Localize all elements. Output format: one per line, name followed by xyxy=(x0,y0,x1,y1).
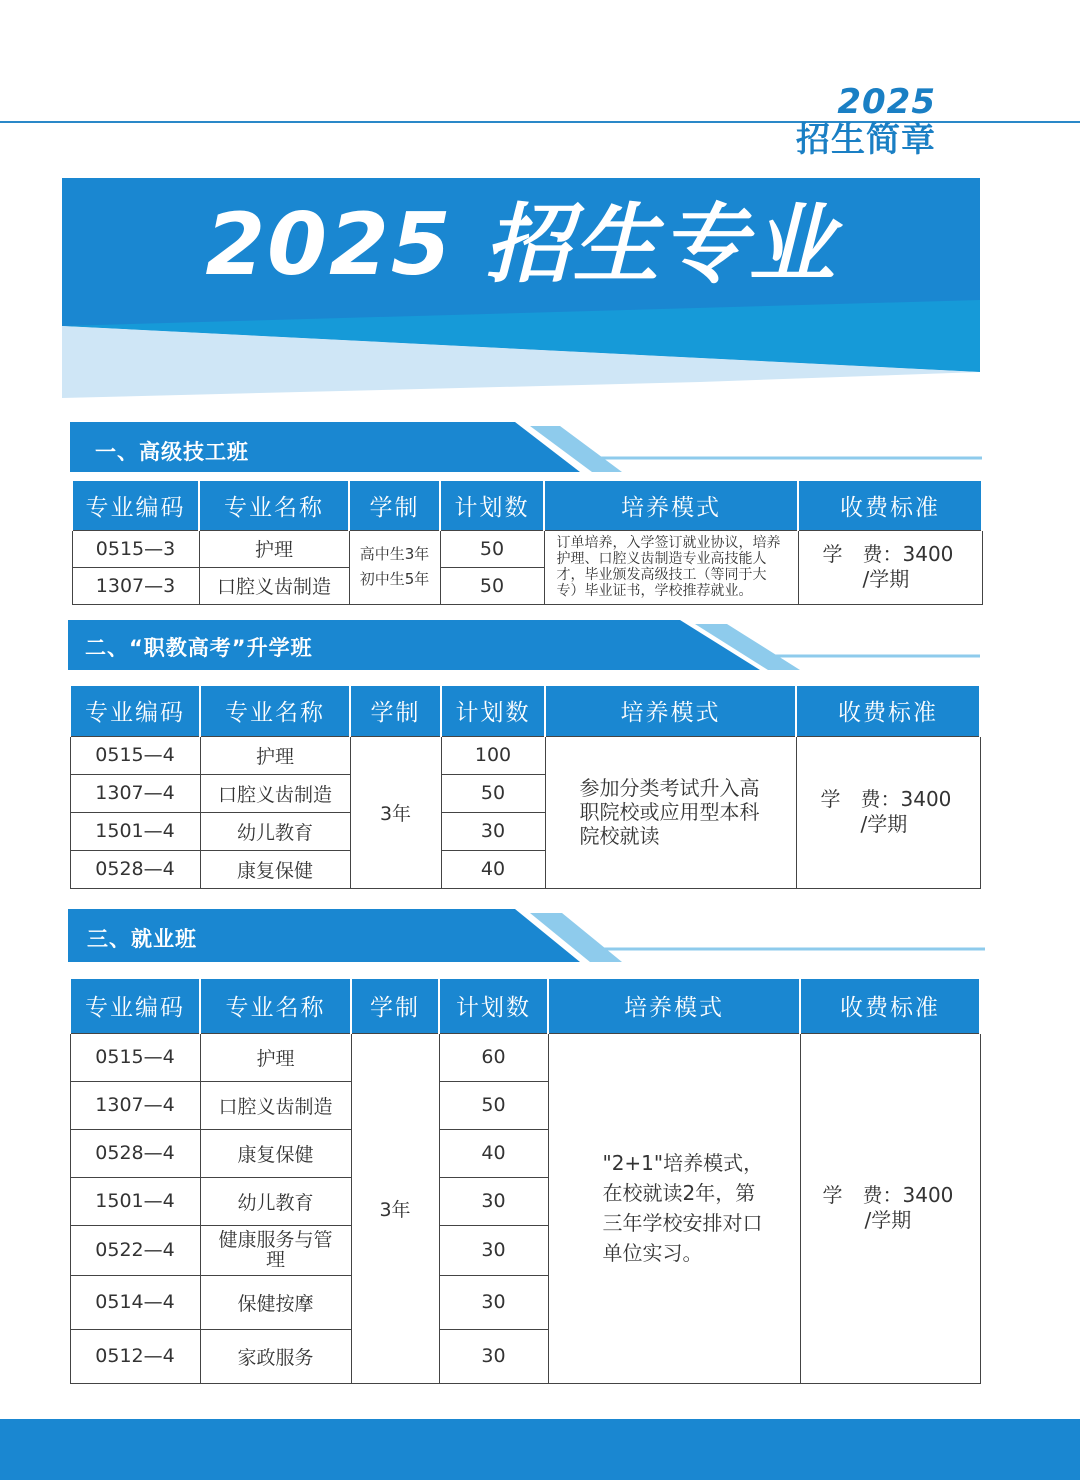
col-header-duration: 学制 xyxy=(349,481,440,530)
major-name: 护理 xyxy=(200,736,350,774)
major-name: 健康服务与管理 xyxy=(200,1225,351,1275)
plan-count: 40 xyxy=(441,850,545,888)
plan-count: 100 xyxy=(441,736,545,774)
major-code: 1501—4 xyxy=(70,812,200,850)
major-code: 1307—3 xyxy=(72,567,199,604)
fee-label: 学 费：3400 xyxy=(822,1183,954,1207)
major-name: 口腔义齿制造 xyxy=(200,1081,351,1129)
major-code: 1307—4 xyxy=(70,774,200,812)
plan-count: 50 xyxy=(441,774,545,812)
major-name: 家政服务 xyxy=(200,1329,351,1383)
duration-cell: 3年 xyxy=(351,1033,439,1383)
major-code: 0512—4 xyxy=(70,1329,200,1383)
col-header-plan: 计划数 xyxy=(440,481,544,530)
major-code: 0515—3 xyxy=(72,530,199,567)
fee-cell xyxy=(798,530,982,604)
major-name: 护理 xyxy=(200,1033,351,1081)
plan-count: 50 xyxy=(440,530,544,567)
section-2-title: 二、“职教高考”升学班 xyxy=(85,636,313,660)
col-header-duration: 学制 xyxy=(351,979,439,1033)
major-name: 保健按摩 xyxy=(200,1275,351,1329)
col-header-name: 专业名称 xyxy=(200,979,351,1033)
plan-count: 30 xyxy=(439,1225,548,1275)
fee-cell xyxy=(800,1033,980,1383)
fee-unit: /学期 xyxy=(862,567,910,591)
duration-cell xyxy=(349,530,440,604)
col-header-code: 专业编码 xyxy=(72,481,199,530)
brand-name: 招生简章 xyxy=(796,120,936,160)
col-header-fee: 收费标准 xyxy=(796,686,980,736)
col-header-name: 专业名称 xyxy=(200,686,350,736)
training-model: 订单培养，入学签订就业协议，培养护理、口腔义齿制造专业高技能人才，毕业颁发高级技工（等同于大专）毕业证书，学校推荐就业。 xyxy=(544,530,798,604)
major-code: 0522—4 xyxy=(70,1225,200,1275)
plan-count: 40 xyxy=(439,1129,548,1177)
plan-count: 60 xyxy=(439,1033,548,1081)
fee-label: 学 费：3400 xyxy=(820,787,952,811)
section-1-title: 一、高级技工班 xyxy=(95,440,249,464)
fee-unit: /学期 xyxy=(864,1208,912,1232)
duration-cell: 3年 xyxy=(350,736,441,888)
major-name: 幼儿教育 xyxy=(200,812,350,850)
plan-count: 30 xyxy=(439,1329,548,1383)
fee-unit: /学期 xyxy=(860,812,908,836)
duration-high: 高中生3年 xyxy=(359,545,430,563)
col-header-plan: 计划数 xyxy=(439,979,548,1033)
major-code: 0528—4 xyxy=(70,850,200,888)
plan-count: 30 xyxy=(439,1275,548,1329)
major-code: 0515—4 xyxy=(70,736,200,774)
major-code: 1307—4 xyxy=(70,1081,200,1129)
duration-middle: 初中生5年 xyxy=(359,570,430,588)
col-header-plan: 计划数 xyxy=(441,686,545,736)
brand-year: 2025 xyxy=(837,82,936,122)
col-header-model: 培养模式 xyxy=(548,979,800,1033)
training-model: "2+1"培养模式，在校就读2年，第三年学校安排对口单位实习。 xyxy=(548,1033,800,1383)
plan-count: 50 xyxy=(439,1081,548,1129)
col-header-fee: 收费标准 xyxy=(800,979,980,1033)
col-header-name: 专业名称 xyxy=(199,481,349,530)
fee-label: 学 费：3400 xyxy=(822,542,954,566)
major-name: 口腔义齿制造 xyxy=(200,774,350,812)
col-header-code: 专业编码 xyxy=(70,979,200,1033)
training-model: 参加分类考试升入高职院校或应用型本科院校就读 xyxy=(545,736,796,888)
plan-count: 30 xyxy=(441,812,545,850)
major-name: 康复保健 xyxy=(200,850,350,888)
major-code: 0514—4 xyxy=(70,1275,200,1329)
col-header-code: 专业编码 xyxy=(70,686,200,736)
footer-bar xyxy=(0,1419,1080,1480)
table-row xyxy=(70,736,980,774)
major-name: 幼儿教育 xyxy=(200,1177,351,1225)
col-header-duration: 学制 xyxy=(350,686,441,736)
major-name: 护理 xyxy=(199,530,349,567)
major-code: 1501—4 xyxy=(70,1177,200,1225)
major-name: 口腔义齿制造 xyxy=(199,567,349,604)
plan-count: 30 xyxy=(439,1177,548,1225)
col-header-fee: 收费标准 xyxy=(798,481,982,530)
banner-title: 2025 招生专业 xyxy=(205,195,837,295)
major-name: 康复保健 xyxy=(200,1129,351,1177)
section-3-title: 三、就业班 xyxy=(87,927,197,951)
table-college-entrance-class xyxy=(69,686,981,889)
fee-cell xyxy=(796,736,980,888)
plan-count: 50 xyxy=(440,567,544,604)
col-header-model: 培养模式 xyxy=(544,481,798,530)
major-code: 0528—4 xyxy=(70,1129,200,1177)
table-advanced-class xyxy=(71,481,983,605)
major-code: 0515—4 xyxy=(70,1033,200,1081)
table-employment-class xyxy=(69,979,981,1384)
col-header-model: 培养模式 xyxy=(545,686,796,736)
table-row xyxy=(70,1033,980,1081)
table-row xyxy=(72,530,982,567)
